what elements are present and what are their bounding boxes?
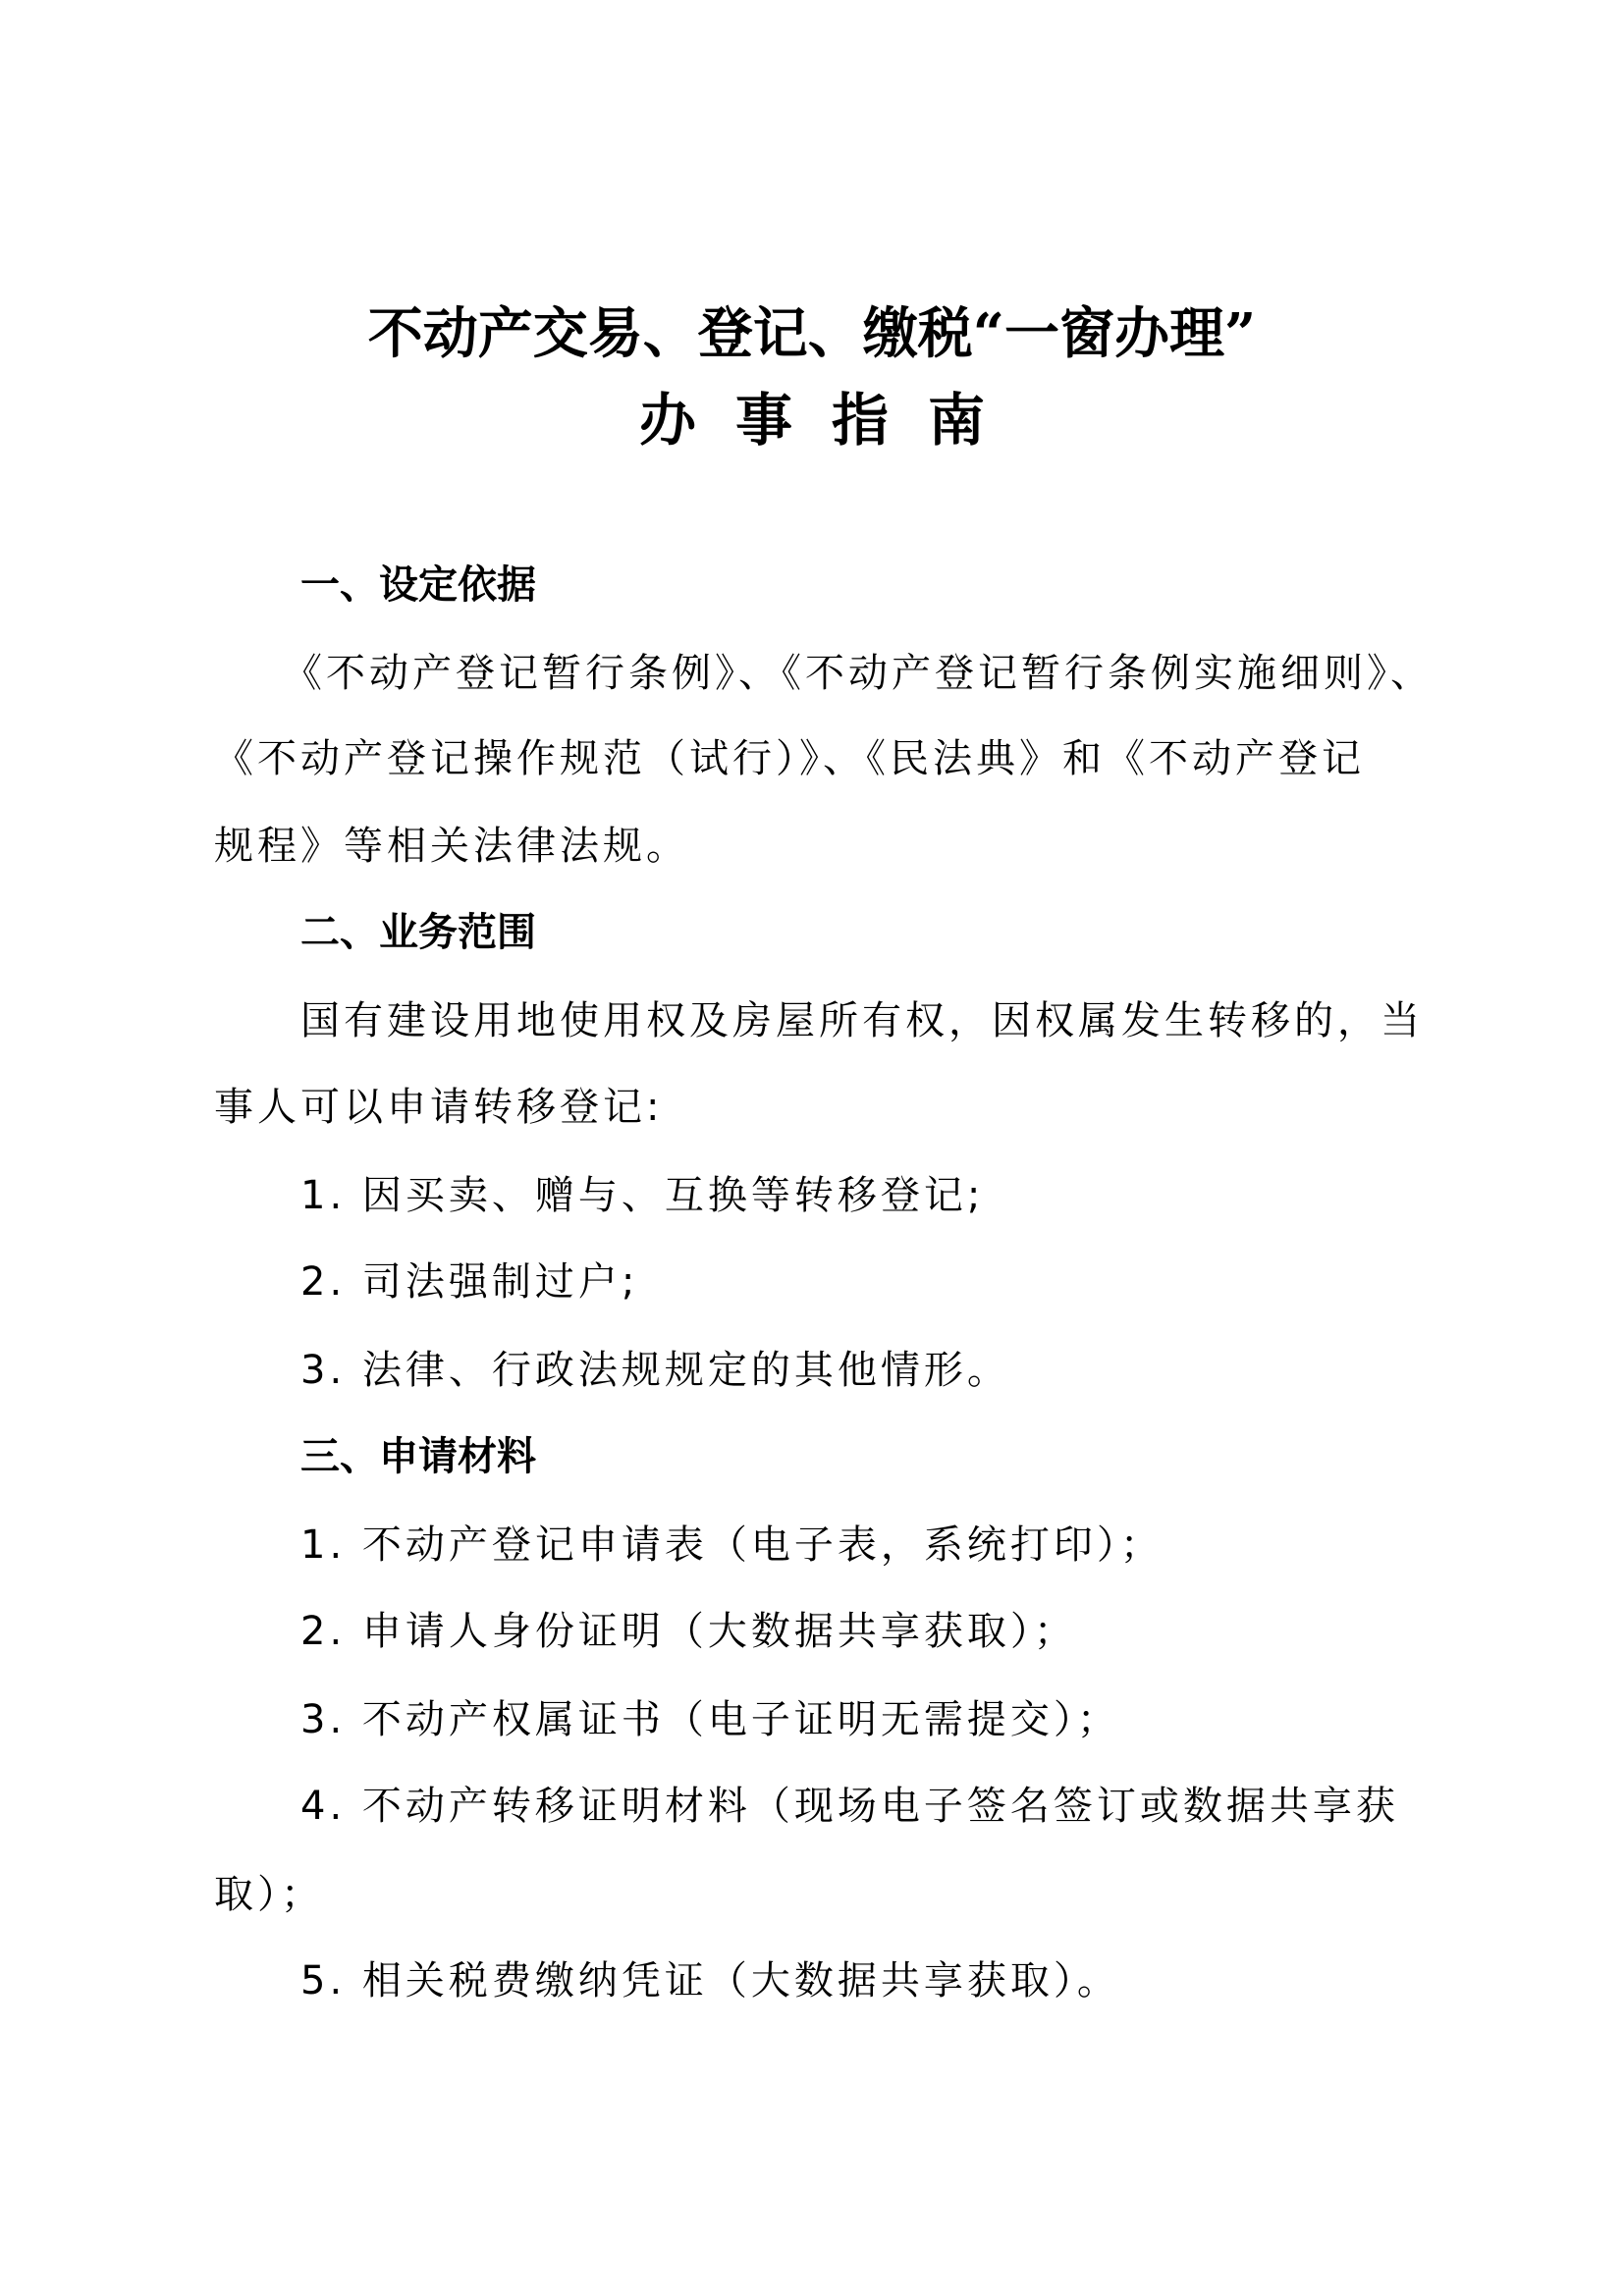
list-item: 3. 不动产权属证书（电子证明无需提交）； (300, 1697, 1120, 1742)
document-title: 不动产交易、登记、缴税“一窗办理” (367, 301, 1257, 366)
paragraph-line: 事人可以申请转移登记: (214, 1085, 664, 1130)
paragraph-line: 《不动产登记暂行条例》、《不动产登记暂行条例实施细则》、 (283, 651, 1434, 696)
list-item: 1. 因买卖、赠与、互换等转移登记; (300, 1173, 985, 1218)
section-heading-materials: 三、申请材料 (300, 1434, 536, 1479)
paragraph-line: 《不动产登记操作规范（试行）》、《民法典》和《不动产登记 (214, 736, 1365, 781)
list-item: 2. 司法强制过户; (300, 1259, 639, 1305)
list-item: 3. 法律、行政法规规定的其他情形。 (300, 1348, 1010, 1393)
list-item: 1. 不动产登记申请表（电子表，系统打印）； (300, 1522, 1164, 1568)
list-item: 5. 相关税费缴纳凭证（大数据共享获取）。 (300, 1958, 1120, 2003)
list-item: 4. 不动产转移证明材料（现场电子签名签订或数据共享获 (300, 1784, 1399, 1829)
paragraph-line: 国有建设用地使用权及房屋所有权，因权属发生转移的，当 (300, 998, 1424, 1043)
paragraph-line: 规程》等相关法律法规。 (214, 824, 689, 869)
section-heading-basis: 一、设定依据 (300, 562, 536, 608)
section-heading-scope: 二、业务范围 (300, 910, 536, 955)
document-subtitle: 办事指南 (638, 387, 1024, 454)
list-item-continuation: 取）； (214, 1872, 324, 1917)
list-item: 2. 申请人身份证明（大数据共享获取）； (300, 1609, 1077, 1654)
